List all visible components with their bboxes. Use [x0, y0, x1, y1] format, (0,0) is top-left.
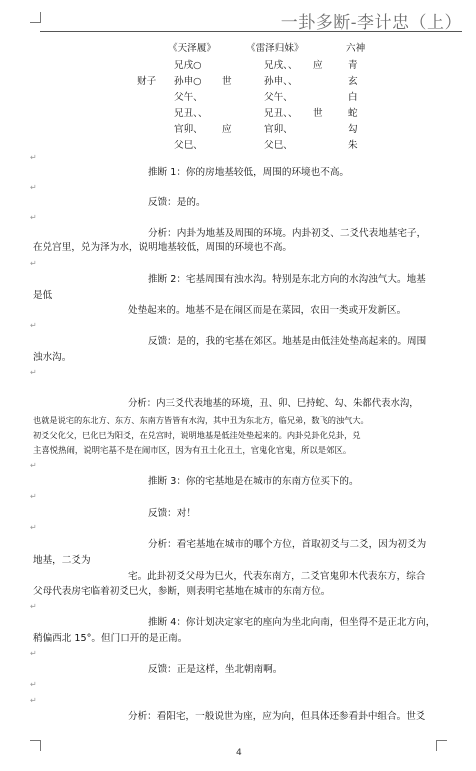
paragraph-mark-icon: ↵ [30, 183, 37, 192]
text-line: 处垫起来的。地基不是在闹区而是在菜园，农田一类或开发新区。 [128, 305, 407, 316]
text-line: 在兑宫里，兑为泽为水，说明地基较低，周围的环境也不高。 [33, 242, 293, 253]
table-cell: 孙申○ [174, 76, 202, 87]
table-cell: 应 [313, 60, 323, 71]
text-line: 反馈：是的，我的宅基在郊区。地基是由低洼处垫高起来的。周围 [148, 336, 427, 347]
paragraph-mark-icon: ↵ [30, 492, 37, 501]
paragraph-mark-icon: ↵ [30, 213, 37, 222]
table-cell: 父午、 [174, 92, 203, 103]
table-cell: 孙申、、 [264, 76, 298, 87]
paragraph-mark-icon: ↵ [30, 696, 37, 705]
table-cell: 兄丑、、 [264, 108, 298, 119]
text-line: 也就是说宅的东北方、东方、东南方皆皆有水沟，其中丑为东北方，临兄弟，数飞的浊气大。 [33, 415, 369, 425]
table-cell: 勾 [348, 124, 358, 135]
table-cell: 官卯、 [264, 124, 293, 135]
table-cell: 官卯、 [174, 124, 203, 135]
paragraph-mark-icon: ↵ [30, 649, 37, 658]
text-line: 推断 1：你的房地基较低，周围的环境也不高。 [148, 167, 350, 178]
text-line: 父母代表房宅临着初爻巳火，参断，则表明宅基地在城市的东南方位。 [33, 586, 331, 597]
text-line: 是低 [33, 290, 53, 301]
paragraph-mark-icon: ↵ [30, 680, 37, 689]
text-line: 反馈：正是这样，坐北朝南啊。 [148, 664, 283, 675]
table-cell: 世 [313, 108, 323, 119]
crop-mark-bottom-left [30, 740, 41, 751]
table-cell: 玄 [348, 76, 358, 87]
text-line: 推断 4：你计划决定家宅的座向为坐北向南，但坐得不是正北方向， [148, 617, 436, 628]
crop-mark-top-left [30, 12, 41, 23]
text-line: 宅。此卦初爻父母为巳火，代表东南方，二爻官鬼卯木代表东方，综合 [128, 571, 426, 582]
table-cell-fuzi: 财子 [137, 76, 157, 87]
table-cell: 父巳、 [174, 140, 203, 151]
text-line: 分析：内三爻代表地基的环境，丑、卯、巳持蛇、勾、朱都代表水沟， [128, 398, 419, 409]
table-cell: 青 [348, 60, 358, 71]
table-cell: 蛇 [348, 108, 358, 119]
table-cell: 白 [348, 92, 358, 103]
table-cell: 兄戌○ [174, 60, 202, 71]
text-line: 分析：看阳宅，一般说世为座，应为向，但具体还参看卦中组合。世爻 [128, 711, 426, 722]
page-header-title: 一卦多断-李计忠（上） [280, 13, 462, 33]
paragraph-mark-icon: ↵ [30, 461, 37, 470]
text-line: 分析：内卦为地基及周围的环境。内卦初爻、二爻代表地基宅子， [148, 228, 427, 239]
paragraph-mark-icon: ↵ [30, 153, 37, 162]
text-line: 地基，二爻为 [33, 555, 91, 566]
table-cell: 六神 [346, 43, 366, 54]
table-cell: 《天泽履》 [168, 43, 216, 54]
table-cell: 世 [222, 76, 232, 87]
text-line: 推断 3：你的宅基地是在城市的东南方位买下的。 [148, 476, 359, 487]
paragraph-mark-icon: ↵ [30, 523, 37, 532]
table-cell: 父午、 [264, 92, 293, 103]
header-rule [40, 31, 462, 32]
table-cell: 应 [222, 124, 232, 135]
text-line: 分析：看宅基地在城市的哪个方位，首取初爻与二爻，因为初爻为 [148, 539, 427, 550]
text-line: 推断 2：宅基周围有浊水沟。特别是东北方向的水沟浊气大。地基 [148, 274, 426, 285]
table-cell: 兄丑、、 [174, 108, 208, 119]
text-line: 反馈：是的。 [148, 197, 206, 208]
paragraph-mark-icon: ↵ [30, 368, 37, 377]
table-cell: 朱 [348, 140, 358, 151]
text-line: 主喜悦热闹，说明宅基不是在闹市区，因为有丑土化丑土，官鬼化官鬼，所以是郊区。 [33, 445, 352, 455]
paragraph-mark-icon: ↵ [30, 321, 37, 330]
page-number: 4 [236, 748, 242, 758]
text-line: 初爻父化父，巳化巳为阳爻，在兑宫时，说明地基是低洼处垫起来的。内卦兑卦化兑卦，兑 [33, 430, 361, 440]
paragraph-mark-icon: ↵ [30, 259, 37, 268]
paragraph-mark-icon: ↵ [30, 602, 37, 611]
table-cell: 《雷泽归妹》 [246, 43, 304, 54]
text-line: 稍偏西北 15°。但门口开的是正南。 [33, 633, 188, 644]
table-cell: 兄戌、、 [264, 60, 298, 71]
table-cell: 父巳、 [264, 140, 293, 151]
crop-mark-bottom-right [436, 740, 447, 751]
text-line: 反馈：对！ [148, 508, 196, 519]
text-line: 浊水沟。 [33, 352, 72, 363]
